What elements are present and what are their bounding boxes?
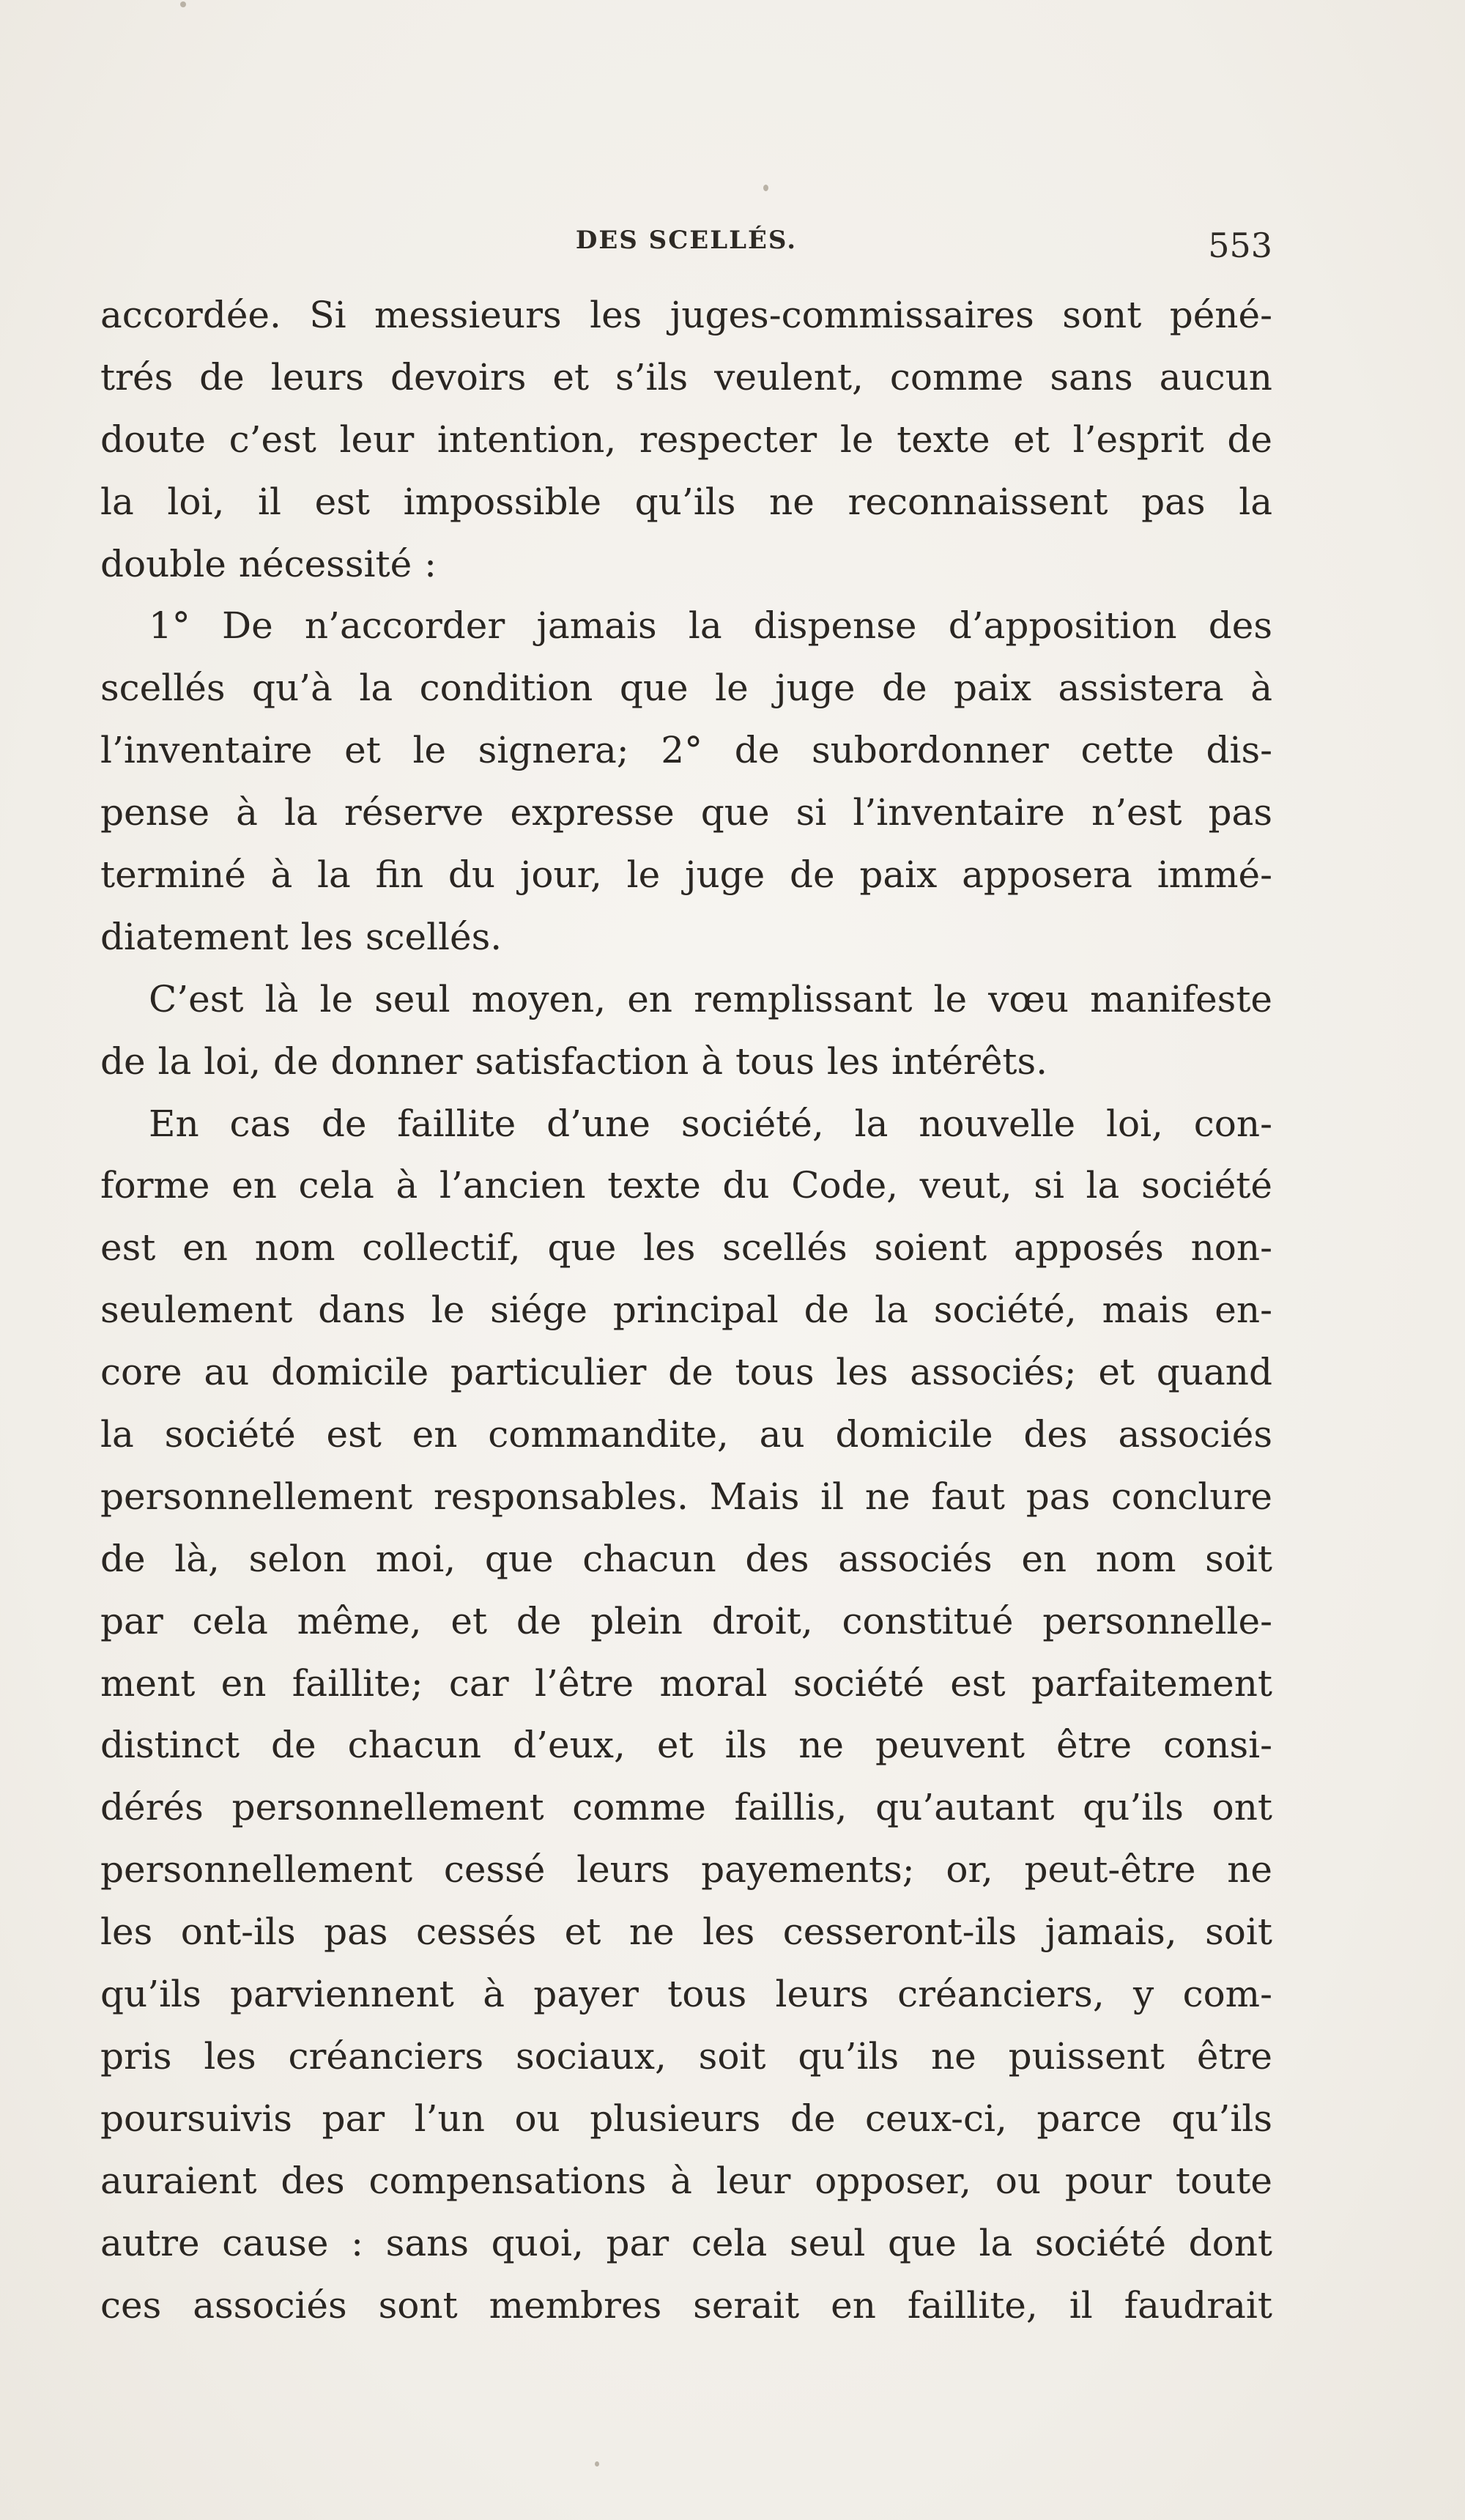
text-line: qu’ils parviennent à payer tous leurs créanciers, y com- (100, 1973, 1272, 2016)
text-line: par cela même, et de plein droit, constitué personnelle- (100, 1599, 1272, 1642)
text-line: autre cause : sans quoi, par cela seul que la société dont (100, 2221, 1272, 2264)
text-line: pense à la réserve expresse que si l’inventaire n’est pas (100, 791, 1272, 834)
text-line: de là, selon moi, que chacun des associés en nom soit (100, 1537, 1272, 1580)
text-line: la société est en commandite, au domicile des associés (100, 1413, 1272, 1456)
text-line: de la loi, de donner satisfaction à tous les intérêts. (100, 1040, 1048, 1083)
text-line: les ont-ils pas cessés et ne les cesseront-ils jamais, soit (100, 1911, 1272, 1954)
text-line: personnellement responsables. Mais il ne faut pas conclure (100, 1475, 1272, 1518)
text-line: double nécessité : (100, 542, 437, 585)
text-line: distinct de chacun d’eux, et ils ne peuvent être consi- (100, 1724, 1272, 1767)
text-line: ces associés sont membres serait en faillite, il faudrait (100, 2283, 1272, 2327)
page-number: 553 (1208, 226, 1272, 265)
text-line: scellés qu’à la condition que le juge de paix assistera à (100, 667, 1272, 710)
paper-speck (180, 1, 186, 7)
body-text (100, 284, 1272, 2336)
text-line: diatement les scellés. (100, 915, 502, 958)
text-line: 1° De n’accorder jamais la dispense d’apposition des (149, 604, 1272, 648)
paper-speck (763, 185, 768, 191)
text-line: core au domicile particulier de tous les associés; et quand (100, 1351, 1272, 1394)
text-line: ment en faillite; car l’être moral société est parfaitement (100, 1661, 1272, 1705)
text-line: poursuivis par l’un ou plusieurs de ceux-ci, parce qu’ils (100, 2097, 1272, 2140)
paper-speck (595, 2461, 599, 2467)
text-line: C’est là le seul moyen, en remplissant le vœu manifeste (149, 977, 1272, 1020)
text-line: est en nom collectif, que les scellés soient apposés non- (100, 1226, 1272, 1270)
text-line: personnellement cessé leurs payements; or, peut-être ne (100, 1848, 1272, 1891)
text-line: pris les créanciers sociaux, soit qu’ils ne puissent être (100, 2034, 1272, 2078)
text-line: la loi, il est impossible qu’ils ne reconnaissent pas la (100, 480, 1272, 523)
text-line: trés de leurs devoirs et s’ils veulent, comme sans aucun (100, 355, 1272, 399)
text-line: seulement dans le siége principal de la société, mais en- (100, 1289, 1272, 1332)
text-line: dérés personnellement comme faillis, qu’autant qu’ils ont (100, 1786, 1272, 1829)
text-line: terminé à la fin du jour, le juge de paix apposera immé- (100, 853, 1272, 897)
running-head-title: DES SCELLÉS. (575, 226, 798, 255)
running-head (100, 226, 1272, 270)
text-line: accordée. Si messieurs les juges-commissaires sont péné- (100, 294, 1272, 336)
text-line: forme en cela à l’ancien texte du Code, veut, si la société (100, 1164, 1272, 1207)
text-line: auraient des compensations à leur opposer, ou pour toute (100, 2159, 1272, 2202)
text-line: l’inventaire et le signera; 2° de subordonner cette dis- (100, 729, 1272, 772)
text-line: En cas de faillite d’une société, la nouvelle loi, con- (149, 1102, 1272, 1145)
text-line: doute c’est leur intention, respecter le texte et l’esprit de (100, 418, 1272, 461)
